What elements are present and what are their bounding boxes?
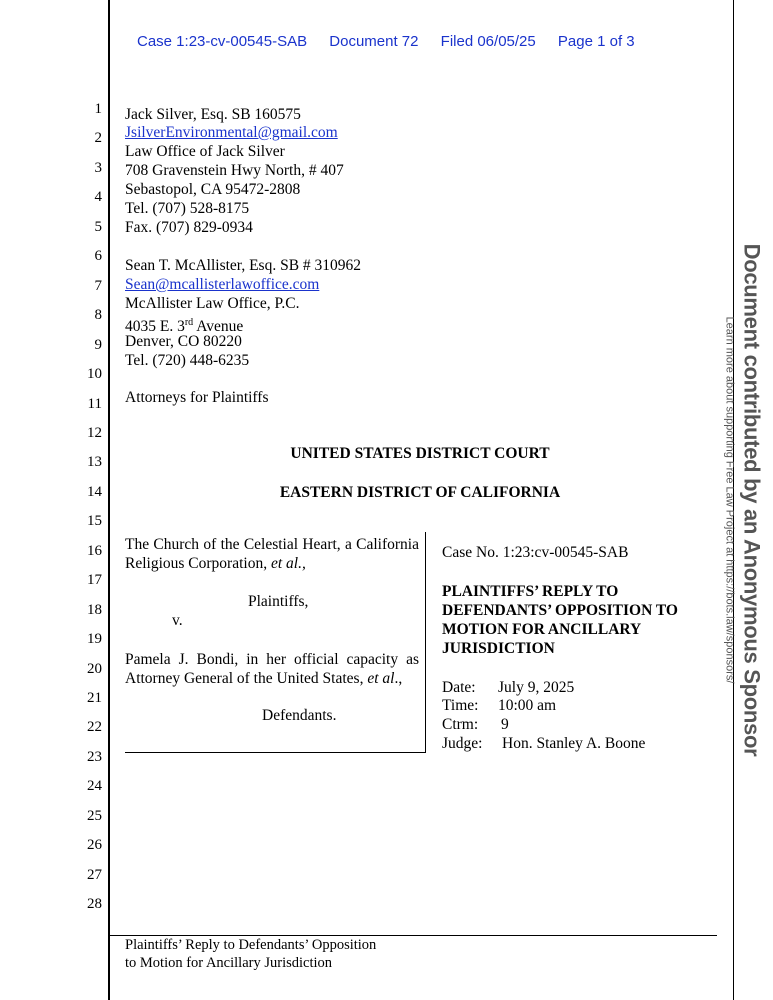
courtroom-value: 9 xyxy=(501,716,509,733)
defendant-caption-end: ., xyxy=(394,669,403,687)
attorney1-email-link[interactable]: JsilverEnvironmental@gmail.com xyxy=(125,124,338,141)
line-number: 19 xyxy=(87,631,102,648)
hearing-date-label: Date: xyxy=(442,679,476,696)
line-number: 5 xyxy=(94,218,102,235)
defendant-caption xyxy=(125,651,419,689)
attorney1-fax: Fax. (707) 829-0934 xyxy=(125,219,253,236)
attorney1-name: Jack Silver, Esq. SB 160575 xyxy=(125,106,301,123)
motion-title-1: PLAINTIFFS’ REPLY TO xyxy=(442,583,619,600)
plaintiffs-label: Plaintiffs, xyxy=(248,593,309,610)
footer-title-1: Plaintiffs’ Reply to Defendants’ Opposition xyxy=(125,937,377,953)
attorney1-street: 708 Gravenstein Hwy North, # 407 xyxy=(125,162,344,179)
header-filed-date: Filed 06/05/25 xyxy=(440,33,536,50)
line-number: 8 xyxy=(94,307,102,324)
line-number: 7 xyxy=(94,277,102,294)
line-number: 15 xyxy=(87,513,102,530)
plaintiff-caption-text: The Church of the Celestial Heart, a California Religious Corporation, xyxy=(125,536,419,572)
line-number: 2 xyxy=(94,130,102,147)
versus: v. xyxy=(172,612,183,629)
court-name: UNITED STATES DISTRICT COURT xyxy=(290,445,550,462)
line-number: 17 xyxy=(87,572,102,589)
line-number: 11 xyxy=(87,395,102,412)
attorney2-tel: Tel. (720) 448-6235 xyxy=(125,352,250,369)
caption-divider xyxy=(425,532,426,753)
caption-bottom-rule xyxy=(125,752,425,753)
case-number: Case No. 1:23:cv-00545-SAB xyxy=(442,544,629,561)
attorney2-street-pre: 4035 E. 3 xyxy=(125,318,185,336)
attorney1-office: Law Office of Jack Silver xyxy=(125,143,285,160)
line-number: 16 xyxy=(87,542,102,559)
attorney2-email-link[interactable]: Sean@mcallisterlawoffice.com xyxy=(125,276,320,293)
line-number: 28 xyxy=(87,896,102,913)
attorney2-city: Denver, CO 80220 xyxy=(125,333,242,350)
plaintiff-caption xyxy=(125,536,419,574)
header-document-number: Document 72 xyxy=(329,33,419,50)
attorney1-city: Sebastopol, CA 95472-2808 xyxy=(125,181,301,198)
line-number: 9 xyxy=(94,336,102,353)
line-number: 12 xyxy=(87,424,102,441)
courtroom-label: Ctrm: xyxy=(442,716,479,733)
line-number: 27 xyxy=(87,866,102,883)
plaintiff-et-al: et al., xyxy=(270,554,306,572)
line-number: 23 xyxy=(87,748,102,765)
hearing-date-value: July 9, 2025 xyxy=(498,679,575,696)
left-margin-rule xyxy=(108,0,110,1000)
line-number: 3 xyxy=(94,159,102,176)
judge-label: Judge: xyxy=(442,735,483,752)
line-number: 10 xyxy=(87,366,102,383)
defendant-et-al: et al xyxy=(367,669,395,687)
attorney2-name: Sean T. McAllister, Esq. SB # 310962 xyxy=(125,257,362,274)
attorney2-street-sup: rd xyxy=(184,317,194,328)
motion-title-4: JURISDICTION xyxy=(442,640,555,657)
hearing-time-value: 10:00 am xyxy=(498,697,557,714)
line-number: 13 xyxy=(87,454,102,471)
judge-value: Hon. Stanley A. Boone xyxy=(502,735,646,752)
line-number: 18 xyxy=(87,601,102,618)
line-number: 14 xyxy=(87,483,102,500)
line-number: 4 xyxy=(94,189,102,206)
line-number: 21 xyxy=(87,690,102,706)
footer-title-2: to Motion for Ancillary Jurisdiction xyxy=(125,955,333,971)
line-number: 26 xyxy=(87,837,102,854)
line-number: 25 xyxy=(87,807,102,824)
line-number: 6 xyxy=(94,248,102,265)
attorneys-for: Attorneys for Plaintiffs xyxy=(125,389,269,406)
motion-title-2: DEFENDANTS’ OPPOSITION TO xyxy=(442,602,678,619)
header-case-number: Case 1:23-cv-00545-SAB xyxy=(137,33,308,50)
defendant-caption-text: Pamela J. Bondi, in her official capacity as Attorney General of the United States, xyxy=(125,651,419,687)
watermark-sub: Learn more about supporting Free Law Project at https://bots.law/sponsors/ xyxy=(723,316,736,684)
line-number: 24 xyxy=(87,778,102,795)
line-number: 22 xyxy=(87,719,102,736)
court-district: EASTERN DISTRICT OF CALIFORNIA xyxy=(279,484,561,501)
attorney2-office: McAllister Law Office, P.C. xyxy=(125,295,300,312)
hearing-time-label: Time: xyxy=(442,697,479,714)
sponsor-watermark xyxy=(724,244,765,757)
header-page-count: Page 1 of 3 xyxy=(557,33,635,50)
motion-title-3: MOTION FOR ANCILLARY xyxy=(442,621,642,638)
filing-header xyxy=(137,33,653,50)
defendants-label: Defendants. xyxy=(262,707,337,724)
line-number: 1 xyxy=(94,101,102,117)
attorney2-street-post: Avenue xyxy=(193,318,244,336)
attorney1-tel: Tel. (707) 528-8175 xyxy=(125,200,250,217)
watermark-main: Document contributed by an Anonymous Sponsor xyxy=(739,243,765,757)
line-number: 20 xyxy=(87,660,102,677)
